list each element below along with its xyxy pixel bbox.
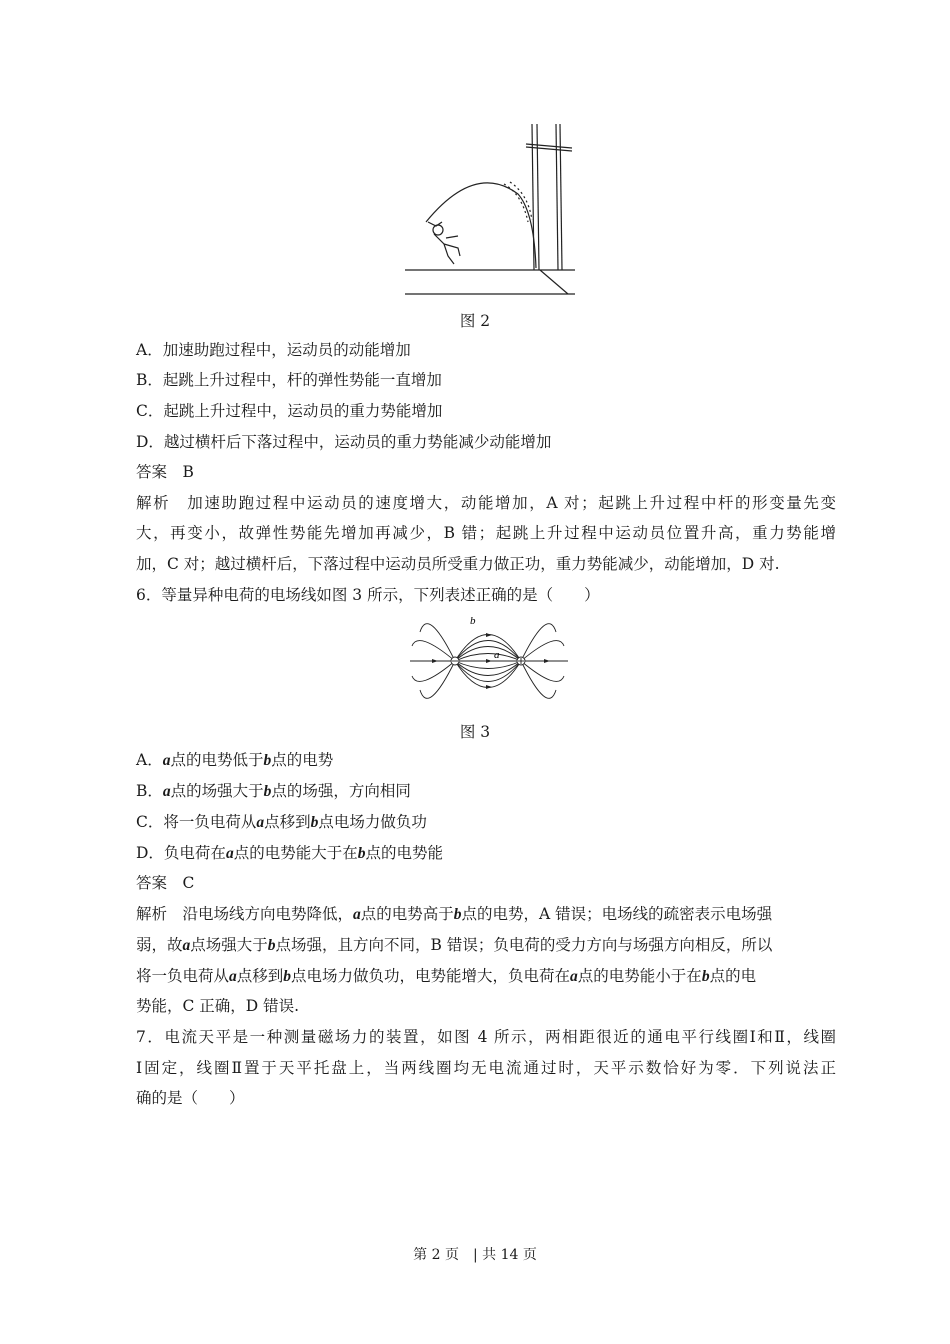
q6-analysis-line-3: 将一负电荷从a点移到b点电场力做负功，电势能增大，负电荷在a点的电势能小于在b点的电 <box>136 967 757 985</box>
q7-line-2: Ⅰ固定，线圈Ⅱ置于天平托盘上，当两线圈均无电流通过时，天平示数恰好为零．下列说法正 <box>136 1059 836 1077</box>
q5-option-b: B．起跳上升过程中，杆的弹性势能一直增加 <box>136 371 442 389</box>
q7-line-3: 确的是（ ） <box>136 1089 245 1107</box>
point-a-label: a <box>494 649 500 661</box>
q5-analysis-line-1: 解析 加速助跑过程中运动员的速度增大，动能增加，A 对；起跳上升过程中杆的形变量先变 <box>136 494 836 512</box>
q6-stem: 6．等量异种电荷的电场线如图 3 所示，下列表述正确的是（ ） <box>136 586 600 604</box>
q5-analysis-line-3: 加，C 对；越过横杆后，下落过程中运动员所受重力做正功，重力势能减少，动能增加，D 对. <box>136 555 780 573</box>
q6-analysis-line-2: 弱，故a点场强大于b点场强，且方向不同，B 错误；负电荷的受力方向与场强方向相反，所以 <box>136 936 773 954</box>
q6-answer: 答案 C <box>136 874 195 892</box>
point-b-label: b <box>470 615 476 627</box>
q5-analysis-line-2: 大，再变小，故弹性势能先增加再减少，B 错；起跳上升过程中运动员位置升高，重力势能增 <box>136 524 836 542</box>
figure-3-caption: 图 3 <box>459 723 491 741</box>
q6-option-b: B．a点的场强大于b点的场强，方向相同 <box>136 782 411 800</box>
q5-option-d: D．越过横杆后下落过程中，运动员的重力势能减少动能增加 <box>136 433 552 451</box>
electric-field-figure <box>408 612 570 706</box>
q6-option-c: C．将一负电荷从a点移到b点电场力做负功 <box>136 813 427 831</box>
page-footer: 第 2 页 | 共 14 页 <box>413 1247 537 1263</box>
q5-option-a: A．加速助跑过程中，运动员的动能增加 <box>136 341 411 359</box>
q5-answer: 答案 B <box>136 463 194 481</box>
figure-2-caption: 图 2 <box>459 312 491 330</box>
pole-vault-figure <box>400 122 580 298</box>
q6-analysis-line-1: 解析 沿电场线方向电势降低，a点的电势高于b点的电势，A 错误；电场线的疏密表示电场强 <box>136 905 773 923</box>
q7-line-1: 7．电流天平是一种测量磁场力的装置，如图 4 所示，两相距很近的通电平行线圈Ⅰ和Ⅱ，线圈 <box>136 1028 836 1046</box>
q5-option-c: C．起跳上升过程中，运动员的重力势能增加 <box>136 402 443 420</box>
q6-option-a: A．a点的电势低于b点的电势 <box>136 751 334 769</box>
q6-option-d: D．负电荷在a点的电势能大于在b点的电势能 <box>136 844 443 862</box>
q6-analysis-line-4: 势能，C 正确，D 错误. <box>136 997 300 1015</box>
